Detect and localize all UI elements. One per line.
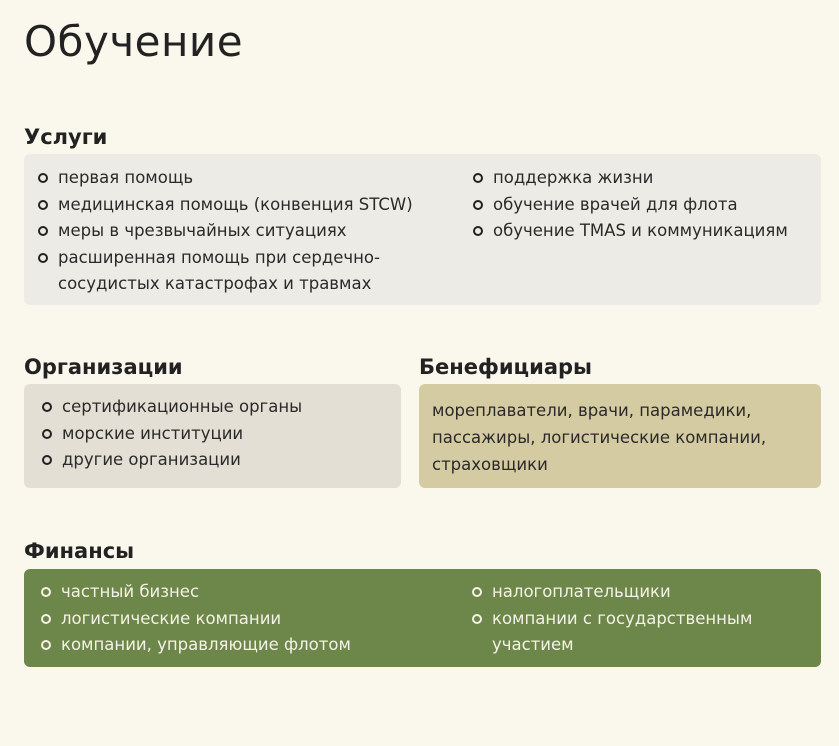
bullet-icon <box>473 226 483 236</box>
finance-list-right <box>472 579 812 659</box>
services-list-right <box>473 165 813 245</box>
bullet-icon <box>38 226 48 236</box>
bullet-icon <box>41 614 51 624</box>
list-item <box>41 632 461 659</box>
list-item-label: морские институции <box>62 423 244 443</box>
list-item-label: поддержка жизни <box>493 168 654 187</box>
finance-title: Финансы <box>24 539 135 563</box>
list-item <box>38 165 458 192</box>
organizations-title: Организации <box>24 355 183 379</box>
list-item-label: налогоплательщики <box>492 582 671 601</box>
list-item <box>472 606 792 659</box>
services-card <box>24 154 821 305</box>
bullet-icon <box>41 587 51 597</box>
beneficiaries-card <box>419 384 821 488</box>
services-title: Услуги <box>24 125 108 149</box>
bullet-icon <box>38 173 48 183</box>
list-item <box>473 165 813 192</box>
list-item-label: обучение врачей для флота <box>493 194 738 214</box>
bullet-icon <box>42 402 52 412</box>
list-item-label: другие организации <box>62 450 241 469</box>
bullet-icon <box>42 455 52 465</box>
list-item <box>473 192 813 219</box>
list-item-label: медицинская помощь (конвенция STCW) <box>58 194 413 214</box>
list-item <box>42 447 392 474</box>
list-item <box>41 606 461 633</box>
bullet-icon <box>38 253 48 263</box>
bullet-icon <box>38 200 48 210</box>
bullet-icon <box>473 173 483 183</box>
organizations-list <box>42 394 392 474</box>
list-item-label: сертификационные органы <box>62 397 303 416</box>
list-item <box>472 579 812 606</box>
bullet-icon <box>472 587 482 597</box>
list-item-label: компании с государственным участием <box>492 608 753 654</box>
bullet-icon <box>42 429 52 439</box>
page-title: Обучение <box>24 17 244 66</box>
list-item-label: компании, управляющие флотом <box>61 635 351 654</box>
list-item-label: логистические компании <box>61 608 282 628</box>
list-item-label: меры в чрезвычайных ситуациях <box>58 221 347 240</box>
finance-list-left <box>41 579 461 659</box>
list-item <box>41 579 461 606</box>
list-item <box>42 394 392 421</box>
bullet-icon <box>41 640 51 650</box>
finance-card <box>24 569 821 667</box>
list-item-label: расширенная помощь при сердечно-сосудистых катастрофах и травмах <box>58 247 380 293</box>
beneficiaries-title: Бенефициары <box>419 355 593 379</box>
beneficiaries-text: мореплаватели, врачи, парамедики, пассажиры, логистические компании, страховщики <box>432 401 767 474</box>
list-item <box>38 218 458 245</box>
services-list-left <box>38 165 458 298</box>
organizations-card <box>24 384 401 488</box>
bullet-icon <box>473 200 483 210</box>
list-item-label: частный бизнес <box>61 582 200 601</box>
bullet-icon <box>472 614 482 624</box>
list-item <box>38 245 438 298</box>
list-item-label: первая помощь <box>58 168 194 187</box>
list-item <box>42 421 392 448</box>
list-item-label: обучение TMAS и коммуникациям <box>493 221 788 240</box>
list-item <box>38 192 458 219</box>
list-item <box>473 218 813 245</box>
